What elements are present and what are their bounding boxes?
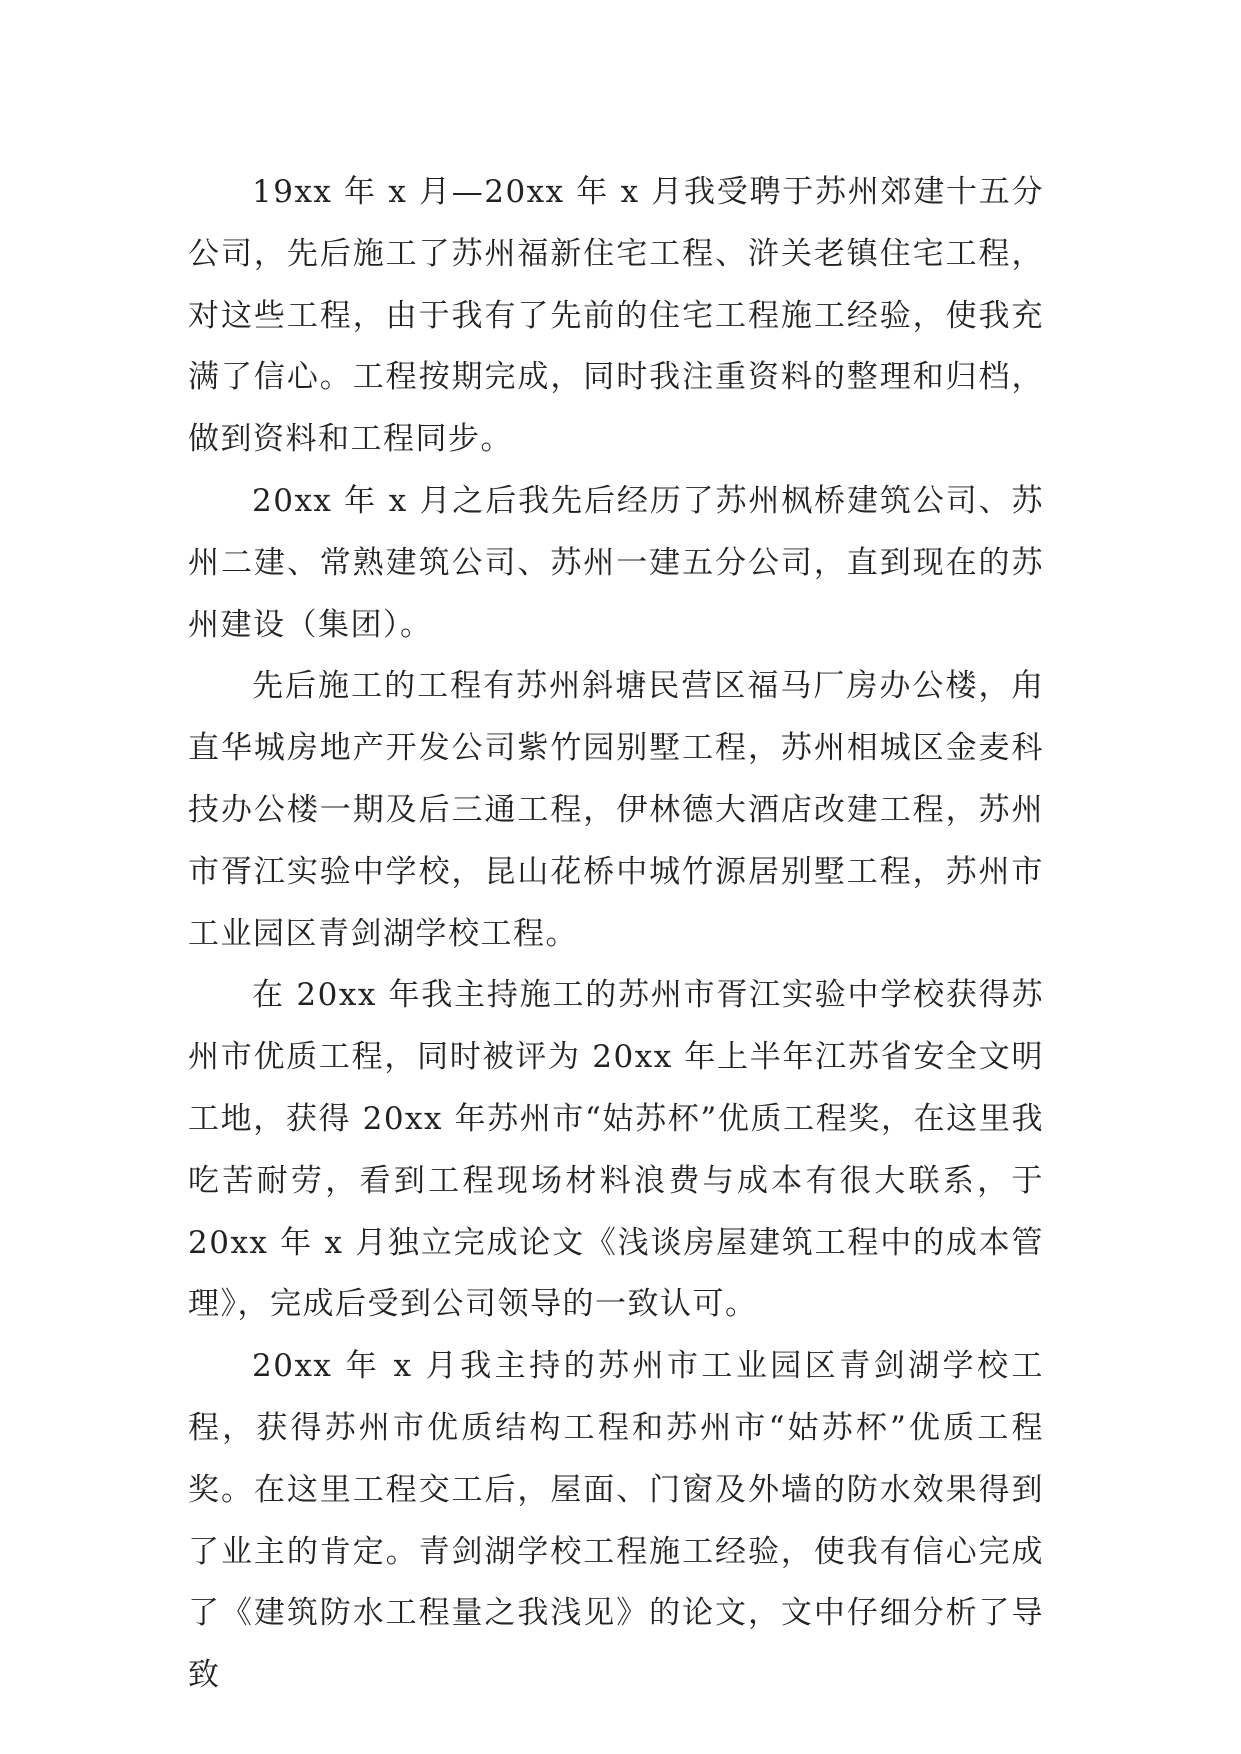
paragraph-5: 20xx 年 x 月我主持的苏州市工业园区青剑湖学校工程，获得苏州市优质结构工程和苏州市“姑苏杯”优质工程奖。在这里工程交工后，屋面、门窗及外墙的防水效果得到了业主的肯定。青剑湖学校工程施工经验，使我有信心完成了《建筑防水工程量之我浅见》的论文，文中仔细分析了导致: [188, 1348, 1044, 1694]
paragraph-1: 19xx 年 x 月—20xx 年 x 月我受聘于苏州郊建十五分公司，先后施工了苏州福新住宅工程、浒关老镇住宅工程，对这些工程，由于我有了先前的住宅工程施工经验，使我充满了信心。工程按期完成，同时我注重资料的整理和归档，做到资料和工程同步。: [188, 174, 1044, 458]
document-body: [188, 162, 1044, 1707]
paragraph-4: 在 20xx 年我主持施工的苏州市胥江实验中学校获得苏州市优质工程，同时被评为 20xx 年上半年江苏省安全文明工地，获得 20xx 年苏州市“姑苏杯”优质工程奖，在这里我吃苦耐劳，看到工程现场材料浪费与成本有很大联系，于20xx 年 x 月独立完成论文《浅谈房屋建筑工程中的成本管理》，完成后受到公司领导的一致认可。: [188, 977, 1044, 1323]
paragraph-2: 20xx 年 x 月之后我先后经历了苏州枫桥建筑公司、苏州二建、常熟建筑公司、苏州一建五分公司，直到现在的苏州建设（集团）。: [188, 482, 1044, 643]
paragraph-3: 先后施工的工程有苏州斜塘民营区福马厂房办公楼，甪直华城房地产开发公司紫竹园别墅工程，苏州相城区金麦科技办公楼一期及后三通工程，伊林德大酒店改建工程，苏州市胥江实验中学校，昆山花桥中城竹源居别墅工程，苏州市工业园区青剑湖学校工程。: [188, 668, 1044, 952]
